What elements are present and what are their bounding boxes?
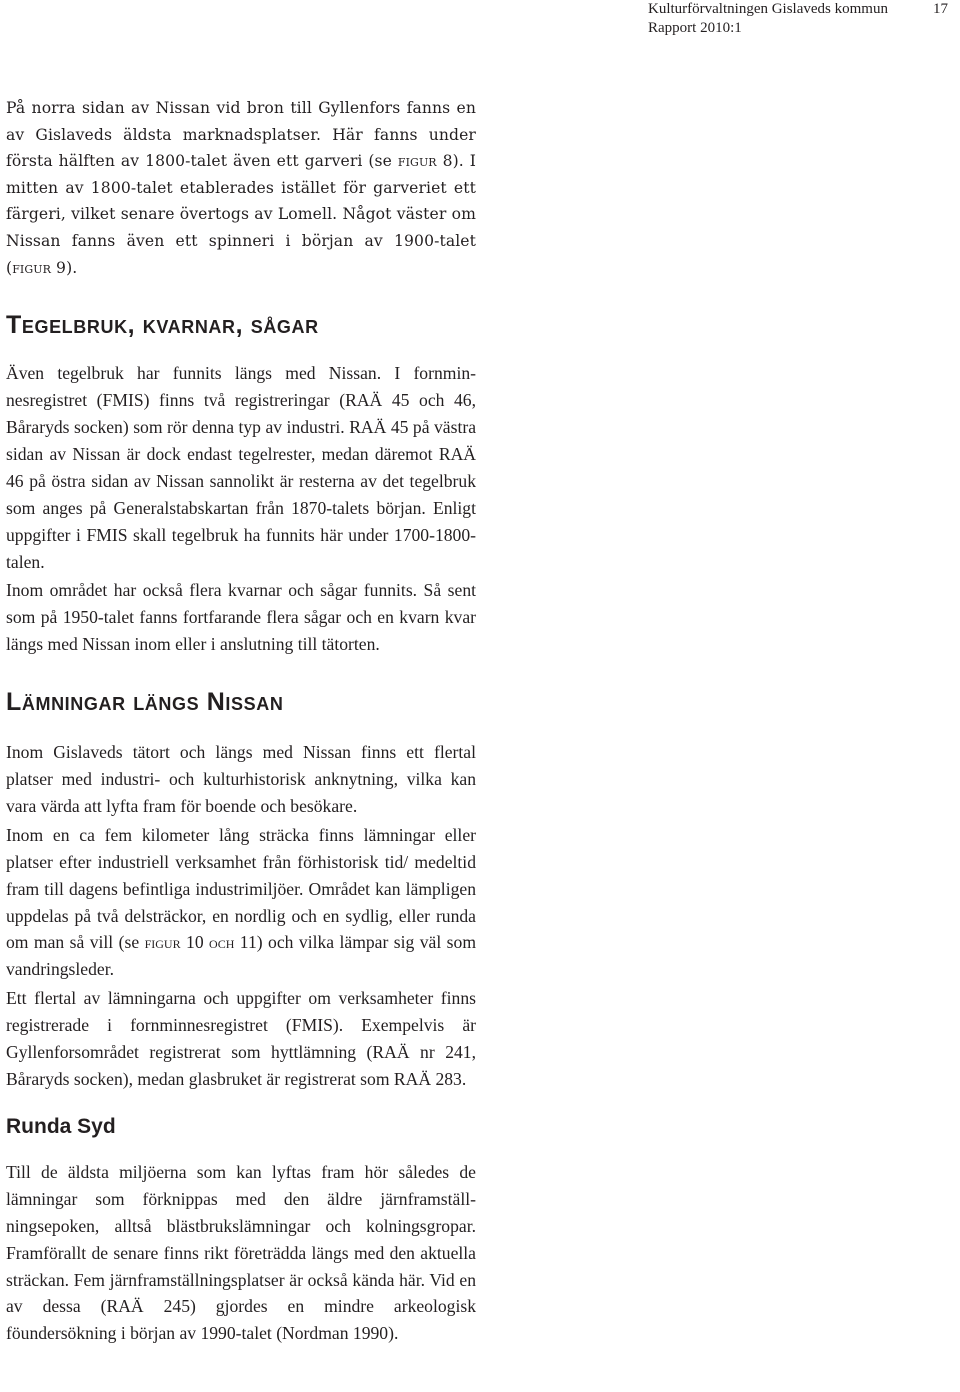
figure-8-reference: figur 8 bbox=[397, 152, 453, 171]
intro-text: På norra sidan av Nissan vid bron till Gyllenfors fanns en av Gislaveds äldsta marknadsplatser. Här fanns under första hälften av 1800-talet även ett garveri (se bbox=[6, 99, 476, 171]
figure-9-reference: figur 9 bbox=[12, 258, 67, 277]
page-content bbox=[6, 95, 476, 1347]
intro-text-continued: ). I mitten av 1800-talet etablerades istället för garveriet ett färgeri, vilket senare övertogs av Lomell. Något väster om Nissan fanns även ett spinneri i början av 1900-talet ( bbox=[6, 152, 476, 277]
tegelbruk-paragraph-2: Inom området har också flera kvarnar och sågar funnits. Så sent som på 1950-talet fanns fortfarande flera sågar och en kvarn kvar längs med Nissan inom eller i anslutning till tätorten. bbox=[6, 580, 476, 655]
lamningar-paragraph-2-text: Inom en ca fem kilometer lång sträcka finns lämningar eller platser efter industriell verksamhet från förhistorisk tid/ medeltid fram till dagens befintliga industrimiljöer. Området kan lämpligen uppdelas på två delsträckor, en nordlig och en sydlig, eller runda om man så vill (se bbox=[6, 824, 476, 953]
subheading-runda-syd: Runda Syd bbox=[6, 1114, 116, 1138]
page-number: 17 bbox=[933, 1, 948, 17]
tegelbruk-paragraph-1: Även tegelbruk har funnits längs med Nissan. I fornminnesregistret (FMIS) finns två registreringar (RAÄ 45 och 46, Båraryds socken) som rör denna typ av industri. RAÄ 45 på västra sidan av Nissan är dock endast tegelrester, medan däremot RAÄ 46 på östra sidan av Nissan sannolikt är resterna av det tegelbruk som anges på Generalstabskartan från 1870-talets början. Enligt uppgifter i FMIS skall tegelbruk ha funnits här under 1700-1800-talen. bbox=[6, 363, 476, 572]
figure-10-11-reference: figur 10 och 11 bbox=[144, 932, 257, 953]
section-heading-lamningar: Lämningar längs Nissan bbox=[6, 688, 284, 717]
header-report: Rapport 2010:1 bbox=[648, 20, 742, 36]
intro-text-end: ). bbox=[66, 258, 78, 277]
lamningar-paragraph-3: Ett flertal av lämningarna och uppgifter om verksamheter finns registrerade i fornminnesregistret (FMIS). Exempelvis är Gyllenforsområdet registrerat som hyttlämning (RAÄ nr 241, Båraryds socken), medan glasbruket är registrerat som RAÄ 283. bbox=[6, 988, 476, 1089]
header-publisher: Kulturförvaltningen Gislaveds kommun bbox=[648, 1, 888, 17]
section-heading-tegelbruk: Tegelbruk, kvarnar, sågar bbox=[6, 311, 319, 340]
runda-syd-paragraph: Till de äldsta miljöerna som kan lyftas fram hör således de lämningar som förknippas med den äldre järnframställningsepoken, alltså blästbrukslämningar och kolningsgropar. Framförallt de senare finns rikt företrädda längs med den aktuella sträckan. Fem järnframställningsplatser är också kända här. Vid en av dessa (RAÄ 245) gjordes en mindre arkeologisk föundersökning i början av 1990-talet (Nordman 1990). bbox=[6, 1161, 476, 1344]
lamningar-paragraph-1: Inom Gislaveds tätort och längs med Nissan finns ett flertal platser med industri- och kulturhistorisk anknytning, vilka kan vara värda att lyfta fram för boende och besökare. bbox=[6, 742, 476, 816]
lamningar-paragraph-2-end: ) och vilka lämpar sig väl som vandringsleder. bbox=[6, 932, 476, 980]
page-header bbox=[648, 0, 948, 38]
intro-paragraph bbox=[6, 95, 476, 281]
lamningar-paragraph-2 bbox=[6, 822, 476, 983]
